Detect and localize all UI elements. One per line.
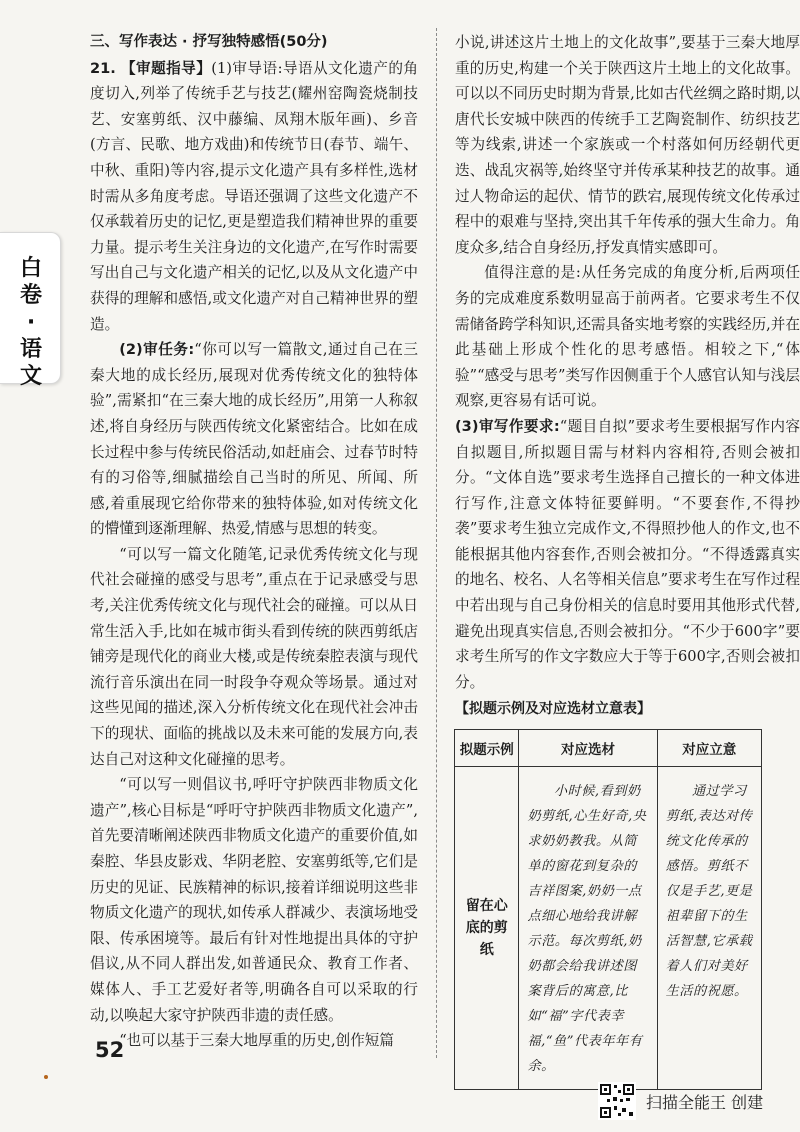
question-number: 21. xyxy=(90,59,116,77)
paragraph-note: 值得注意的是:从任务完成的角度分析,后两项任务的完成难度系数明显高于前两者。它要求考生不仅需储备跨学科知识,还需具备实地考察的实践经历,并在此基础上形成个性化的思考感悟。相较之下,“体验”“感受与思考”类写作因侧重于个人感官认知与浅层观察,更容易有话可说。 xyxy=(455,264,800,410)
scanner-footer xyxy=(598,1082,763,1120)
qr-code-icon xyxy=(598,1082,636,1120)
table-header: 对应选材 xyxy=(519,730,657,767)
material-text: 小时候,看到奶奶剪纸,心生好奇,央求奶奶教我。从简单的窗花到复杂的吉祥图案,奶奶一点点细心地给我讲解示范。每次剪纸,奶奶都会给我讲述图案背后的寓意,比如“福”字代表幸福,“鱼”代表年年有余。 xyxy=(527,784,647,1074)
side-tab-label: 白卷 · 语文 xyxy=(19,256,42,389)
theme-text: 通过学习剪纸,表达对传统文化传承的感悟。剪纸不仅是手艺,更是祖辈留下的生活智慧,它承载着人们对美好生活的祝愿。 xyxy=(665,784,753,999)
paragraph-story-start: “也可以基于三秦大地厚重的历史,创作短篇 xyxy=(119,1032,394,1050)
table-header: 拟题示例 xyxy=(455,730,519,767)
paragraph-guide-intro xyxy=(90,56,418,338)
scan-dot xyxy=(44,1075,48,1079)
left-column xyxy=(90,30,418,1054)
guide-text: (1)审导语:导语从文化遗产的角度切入,列举了传统手艺与技艺(耀州窑陶瓷烧制技艺、安塞剪纸、汉中藤编、凤翔木版年画)、乡音(方言、民歌、地方戏曲)和传统节日(春节、端午、中秋、重阳)等内容,提示文化遗产具有多样性,选材时需从多角度考虑。导语还强调了这些文化遗产不仅承载着历史的记忆,更是塑造我们精神世界的重要力量。提示考生关注身边的文化遗产,在写作时需要写出自己与文化遗产相关的记忆,以及从文化遗产中获得的理解和感悟,或文化遗产对自己精神世界的塑造。 xyxy=(90,59,418,333)
table-cell-theme xyxy=(657,767,761,1090)
paragraph-task xyxy=(90,337,418,542)
paragraph-requirements xyxy=(455,414,800,696)
paragraph-essay: “可以写一篇文化随笔,记录优秀传统文化与现代社会碰撞的感受与思考”,重点在于记录感受与思考,关注优秀传统文化与现代社会的碰撞。可以从日常生活入手,比如在城市街头看到传统的陕西剪纸店铺旁是现代化的商业大楼,或是传统秦腔表演与现代流行音乐演出在同一时段争夺观众等场景。通过对这些见闻的描述,深入分析传统文化在现代社会冲击下的现状、面临的挑战以及未来可能的发展方向,表达自己对这种文化碰撞的思考。 xyxy=(90,545,418,768)
table-header-row xyxy=(455,730,762,767)
paragraph-proposal: “可以写一则倡议书,呼吁守护陕西非物质文化遗产”,核心目标是“呼吁守护陕西非物质文化遗产”,首先要清晰阐述陕西非物质文化遗产的重要价值,如秦腔、华县皮影戏、华阴老腔、安塞剪纸等,它们是历史的见证、民族精神的标识,接着详细说明这些非物质文化遗产的现状,如传承人群减少、表演场地受限、传承困境等。最后有针对性地提出具体的守护倡议,从不同人群出发,如普通民众、教育工作者、媒体人、手工艺爱好者等,明确各自可以采取的行动,以唤起大家守护陕西非遗的责任感。 xyxy=(90,776,418,1024)
requirements-label: (3)审写作要求: xyxy=(455,417,560,435)
table-caption: 【拟题示例及对应选材立意表】 xyxy=(455,701,651,718)
table-header: 对应立意 xyxy=(657,730,761,767)
page-number: 52 xyxy=(95,1038,125,1062)
example-table xyxy=(454,729,762,1090)
task-text: “你可以写一篇散文,通过自己在三秦大地的成长经历,展现对优秀传统文化的独特体验”,需紧扣“在三秦大地的成长经历”,用第一人称叙述,将自身经历与陕西传统文化紧密结合。比如在成长过程中参与传统民俗活动,如赶庙会、过春节时特有的习俗等,细腻描绘自己当时的所见、所闻、所感,着重展现它给你带来的独特体验,如对传统文化的懵懂到逐渐理解、热爱,情感与思想的转变。 xyxy=(90,341,418,538)
table-cell-material xyxy=(519,767,657,1090)
scanner-brand-text: 扫描全能王 创建 xyxy=(646,1092,764,1112)
section-title: 三、写作表达 · 抒写独特感悟(50分) xyxy=(90,34,328,50)
paragraph-story-cont: 小说,讲述这片土地上的文化故事”,要基于三秦大地厚重的历史,构建一个关于陕西这片土地上的文化故事。可以以不同历史时期为背景,比如古代丝绸之路时期,以唐代长安城中陕西的传统手工艺陶瓷制作、纺织技艺等为线索,讲述一个家族或一个村落如何历经朝代更迭、战乱灾祸等,始终坚守并传承某种技艺的故事。通过人物命运的起伏、情节的跌宕,展现传统文化传承过程中的艰难与坚持,突出其千年传承的强大生命力。角度众多,结合自身经历,抒发真情实感即可。 xyxy=(455,34,800,256)
side-tab xyxy=(0,232,61,389)
table-cell-title: 留在心底的剪纸 xyxy=(455,767,519,1090)
requirements-text: “题目自拟”要求考生要根据写作内容自拟题目,所拟题目需与材料内容相符,否则会被扣分。“文体自选”要求考生选择自己擅长的一种文体进行写作,注意文体特征要鲜明。“不要套作,不得抄袭”要求考生独立完成作文,不得照抄他人的作文,也不能根据其他内容套作,否则会被扣分。“不得透露真实的地名、校名、人名等相关信息”要求考生在写作过程中若出现与自己身份相关的信息时要用其他形式代替,避免出现真实信息,否则会被扣分。“不少于600字”要求考生所写的作文字数应大于等于600字,否则会被扣分。 xyxy=(455,417,800,691)
table-row xyxy=(455,767,762,1090)
column-divider xyxy=(436,28,437,1058)
right-column xyxy=(455,30,800,723)
task-label: (2)审任务: xyxy=(119,341,195,359)
guide-label: 【审题指导】 xyxy=(120,59,212,77)
